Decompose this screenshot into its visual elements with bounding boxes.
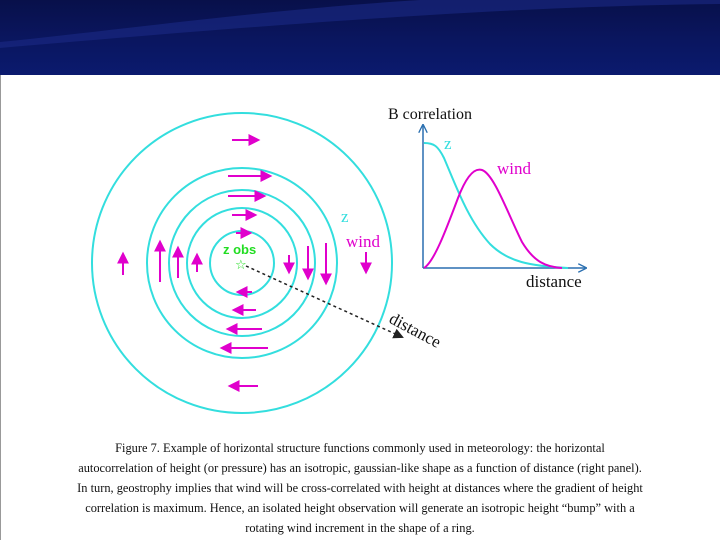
figure-caption: [8, 438, 712, 538]
caption-line: Figure 7. Example of horizontal structure functions commonly used in meteorology: the horizontal: [115, 441, 605, 455]
z-correlation-curve: [424, 143, 568, 268]
distance-label: distance: [386, 308, 445, 352]
distance-arrow: [246, 266, 402, 337]
caption-line: autocorrelation of height (or pressure) has an isotropic, gaussian-like shape as a function of distance (right panel).: [78, 461, 642, 475]
plot-title: B correlation: [388, 106, 472, 123]
curve-z-label: z: [444, 134, 452, 153]
z-obs-label: z obs: [223, 242, 257, 257]
caption-line: In turn, geostrophy implies that wind will be cross-correlated with height at distances where the gradient of height: [77, 481, 643, 495]
ring-z-label: z: [341, 207, 349, 226]
correlation-plot: [388, 106, 585, 291]
caption-line: correlation is maximum. Hence, an isolated height observation will generate an isotropic height “bump” with a: [85, 501, 635, 515]
x-axis-label: distance: [526, 272, 582, 291]
ring-wind-label: wind: [346, 232, 380, 251]
star-icon: ☆: [235, 258, 247, 273]
curve-wind-label: wind: [497, 159, 531, 178]
wind-correlation-curve: [424, 170, 562, 268]
caption-line: rotating wind increment in the shape of a ring.: [245, 521, 475, 535]
